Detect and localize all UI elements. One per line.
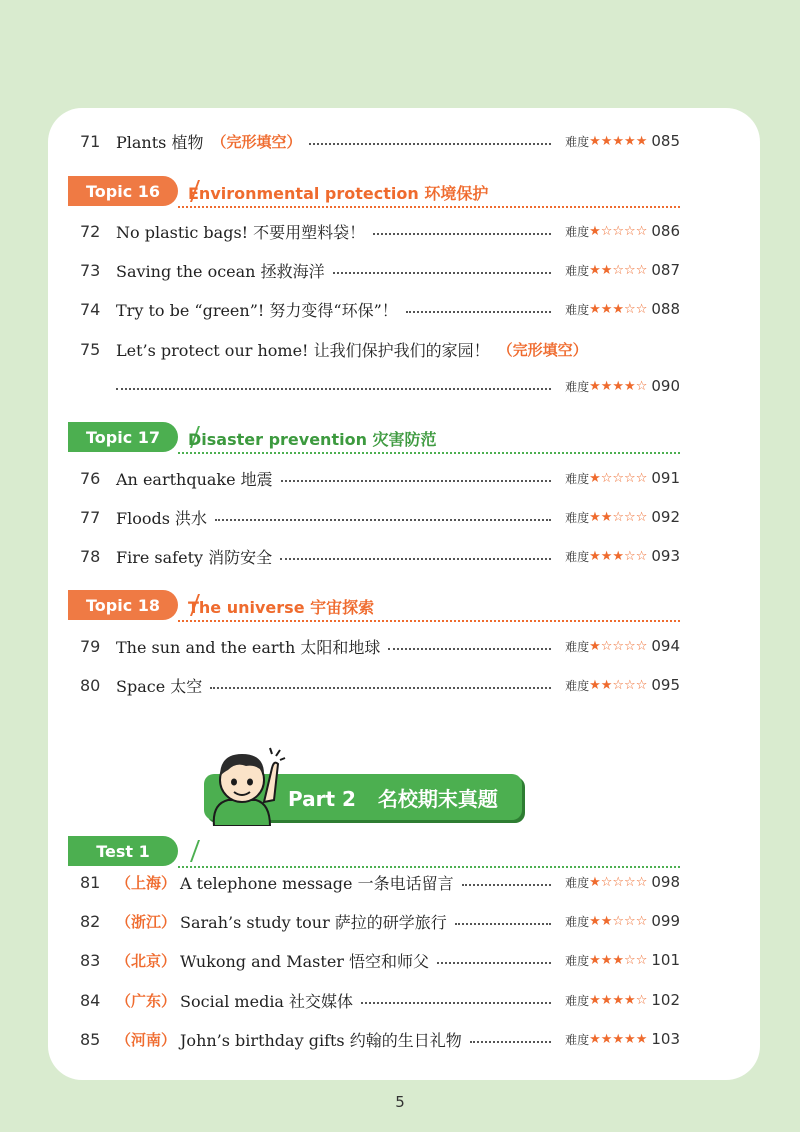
difficulty-label: 难度 xyxy=(565,510,590,525)
entry-title: Fire safety 消防安全 xyxy=(116,547,273,567)
page-ref: 087 xyxy=(651,261,680,279)
toc-entry[interactable] xyxy=(80,985,680,1015)
entry-title: Try to be “green”! 努力变得“环保”！ xyxy=(116,300,398,320)
toc-entry[interactable] xyxy=(80,216,680,246)
page-ref: 090 xyxy=(651,377,680,395)
difficulty-label: 难度 xyxy=(565,639,590,654)
entry-number: 81 xyxy=(80,872,101,892)
leader-dots xyxy=(470,1041,551,1043)
page-ref: 103 xyxy=(651,1030,680,1048)
leader-dots xyxy=(309,143,551,145)
difficulty-label: 难度 xyxy=(565,134,590,149)
page-number: 5 xyxy=(395,1093,405,1111)
leader-dots xyxy=(455,923,551,925)
leader-dots xyxy=(373,233,551,235)
leader-dots xyxy=(361,1002,551,1004)
leader-dots xyxy=(281,480,551,482)
difficulty-stars: ★★★☆☆ xyxy=(589,301,648,317)
test-1-header xyxy=(68,836,680,868)
difficulty-label: 难度 xyxy=(565,875,590,890)
page-ref: 094 xyxy=(651,637,680,655)
difficulty-label: 难度 xyxy=(565,1032,590,1047)
leader-dots xyxy=(116,388,551,390)
divider xyxy=(178,206,680,208)
entry-number: 75 xyxy=(80,339,101,359)
leader-dots xyxy=(406,311,551,313)
difficulty-stars: ★★★★★ xyxy=(589,1031,648,1047)
difficulty-label: 难度 xyxy=(565,224,590,239)
toc-entry[interactable] xyxy=(80,463,680,493)
page-ref: 092 xyxy=(651,508,680,526)
page-ref: 102 xyxy=(651,991,680,1009)
difficulty-stars: ★★☆☆☆ xyxy=(589,262,648,278)
entry-number: 80 xyxy=(80,675,101,695)
page-ref: 095 xyxy=(651,676,680,694)
entry-title: An earthquake 地震 xyxy=(116,469,273,489)
entry-number: 77 xyxy=(80,507,101,527)
region-tag: （河南） xyxy=(116,1030,177,1049)
difficulty-label: 难度 xyxy=(565,914,590,929)
difficulty-stars: ★★☆☆☆ xyxy=(589,509,648,525)
test-badge: Test 1 xyxy=(68,836,178,866)
cartoon-boy-illustration xyxy=(206,742,286,826)
entry-number: 72 xyxy=(80,221,101,241)
leader-dots xyxy=(280,558,551,560)
topic-16-header xyxy=(68,176,680,208)
page-ref: 088 xyxy=(651,300,680,318)
part-subtitle: 名校期末真题 xyxy=(377,787,498,811)
entry-title: Saving the ocean 拯救海洋 xyxy=(116,261,325,281)
entry-number: 83 xyxy=(80,950,101,970)
entry-number: 84 xyxy=(80,990,101,1010)
toc-entry[interactable] xyxy=(80,294,680,324)
page-ref: 086 xyxy=(651,222,680,240)
toc-entry[interactable] xyxy=(80,502,680,532)
entry-title: Wukong and Master 悟空和师父 xyxy=(180,951,430,971)
topic-badge: Topic 18 xyxy=(68,590,178,620)
page-ref: 091 xyxy=(651,469,680,487)
entry-title: John’s birthday gifts 约翰的生日礼物 xyxy=(180,1030,462,1050)
page-ref: 085 xyxy=(651,132,680,150)
entry-title: Let’s protect our home! 让我们保护我们的家园！ xyxy=(116,340,490,360)
page-ref: 101 xyxy=(651,951,680,969)
difficulty-stars: ★★★★☆ xyxy=(589,378,648,394)
topic-title: The universe 宇宙探索 xyxy=(188,598,375,617)
difficulty-stars: ★☆☆☆☆ xyxy=(589,638,648,654)
difficulty-stars: ★★★☆☆ xyxy=(589,952,648,968)
toc-entry[interactable] xyxy=(80,255,680,285)
difficulty-label: 难度 xyxy=(565,549,590,564)
entry-number: 73 xyxy=(80,260,101,280)
entry-title: Sarah’s study tour 萨拉的研学旅行 xyxy=(180,912,447,932)
entry-number: 74 xyxy=(80,299,101,319)
difficulty-label: 难度 xyxy=(565,678,590,693)
difficulty-stars: ★★★☆☆ xyxy=(589,548,648,564)
leader-dots xyxy=(215,519,551,521)
difficulty-label: 难度 xyxy=(565,263,590,278)
page-ref: 098 xyxy=(651,873,680,891)
toc-entry[interactable] xyxy=(80,906,680,936)
entry-number: 79 xyxy=(80,636,101,656)
toc-entry[interactable] xyxy=(80,1024,680,1054)
toc-entry[interactable] xyxy=(80,541,680,571)
region-tag: （上海） xyxy=(116,873,177,892)
leader-dots xyxy=(333,272,551,274)
difficulty-stars: ★★★★★ xyxy=(589,133,648,149)
leader-dots xyxy=(462,884,551,886)
difficulty-label: 难度 xyxy=(565,993,590,1008)
entry-number: 76 xyxy=(80,468,101,488)
leader-dots xyxy=(388,648,551,650)
entry-title: The sun and the earth 太阳和地球 xyxy=(116,637,381,657)
topic-badge: Topic 16 xyxy=(68,176,178,206)
entry-title: Social media 社交媒体 xyxy=(180,991,354,1011)
entry-number: 85 xyxy=(80,1029,101,1049)
region-tag: （广东） xyxy=(116,991,177,1010)
difficulty-label: 难度 xyxy=(565,379,590,394)
page-ref: 093 xyxy=(651,547,680,565)
topic-18-header xyxy=(68,590,680,622)
difficulty-stars: ★★★★☆ xyxy=(589,992,648,1008)
topic-title: Disaster prevention 灾害防范 xyxy=(188,430,437,449)
entry-number: 78 xyxy=(80,546,101,566)
toc-entry[interactable] xyxy=(80,867,680,897)
difficulty-stars: ★☆☆☆☆ xyxy=(589,470,648,486)
toc-entry[interactable] xyxy=(80,670,680,700)
difficulty-stars: ★☆☆☆☆ xyxy=(589,874,648,890)
toc-entry-continued[interactable] xyxy=(116,371,680,401)
part-label: Part 2 xyxy=(288,787,356,811)
difficulty-stars: ★★☆☆☆ xyxy=(589,677,648,693)
region-tag: （浙江） xyxy=(116,912,177,931)
topic-17-header xyxy=(68,422,680,454)
leader-dots xyxy=(210,687,551,689)
part-title xyxy=(288,783,498,812)
page-ref: 099 xyxy=(651,912,680,930)
leader-dots xyxy=(437,962,551,964)
toc-entry[interactable] xyxy=(80,631,680,661)
difficulty-stars: ★★☆☆☆ xyxy=(589,913,648,929)
entry-title: Space 太空 xyxy=(116,676,203,696)
entry-number: 71 xyxy=(80,131,101,151)
topic-badge: Topic 17 xyxy=(68,422,178,452)
toc-entry[interactable] xyxy=(80,126,680,156)
difficulty-stars: ★☆☆☆☆ xyxy=(589,223,648,239)
difficulty-label: 难度 xyxy=(565,953,590,968)
entry-title: Floods 洪水 xyxy=(116,508,208,528)
toc-entry[interactable] xyxy=(80,334,680,364)
divider xyxy=(178,452,680,454)
topic-title: Environmental protection 环境保护 xyxy=(188,184,489,203)
region-tag: （北京） xyxy=(116,951,177,970)
difficulty-label: 难度 xyxy=(565,471,590,486)
entry-title: A telephone message 一条电话留言 xyxy=(180,873,454,893)
entry-title: Plants 植物 xyxy=(116,132,204,152)
entry-note: （完形填空） xyxy=(211,132,302,151)
entry-note: （完形填空） xyxy=(497,340,588,359)
entry-title: No plastic bags! 不要用塑料袋！ xyxy=(116,222,366,242)
slash-decoration xyxy=(180,840,200,862)
divider xyxy=(178,620,680,622)
entry-number: 82 xyxy=(80,911,101,931)
difficulty-label: 难度 xyxy=(565,302,590,317)
toc-entry[interactable] xyxy=(80,945,680,975)
